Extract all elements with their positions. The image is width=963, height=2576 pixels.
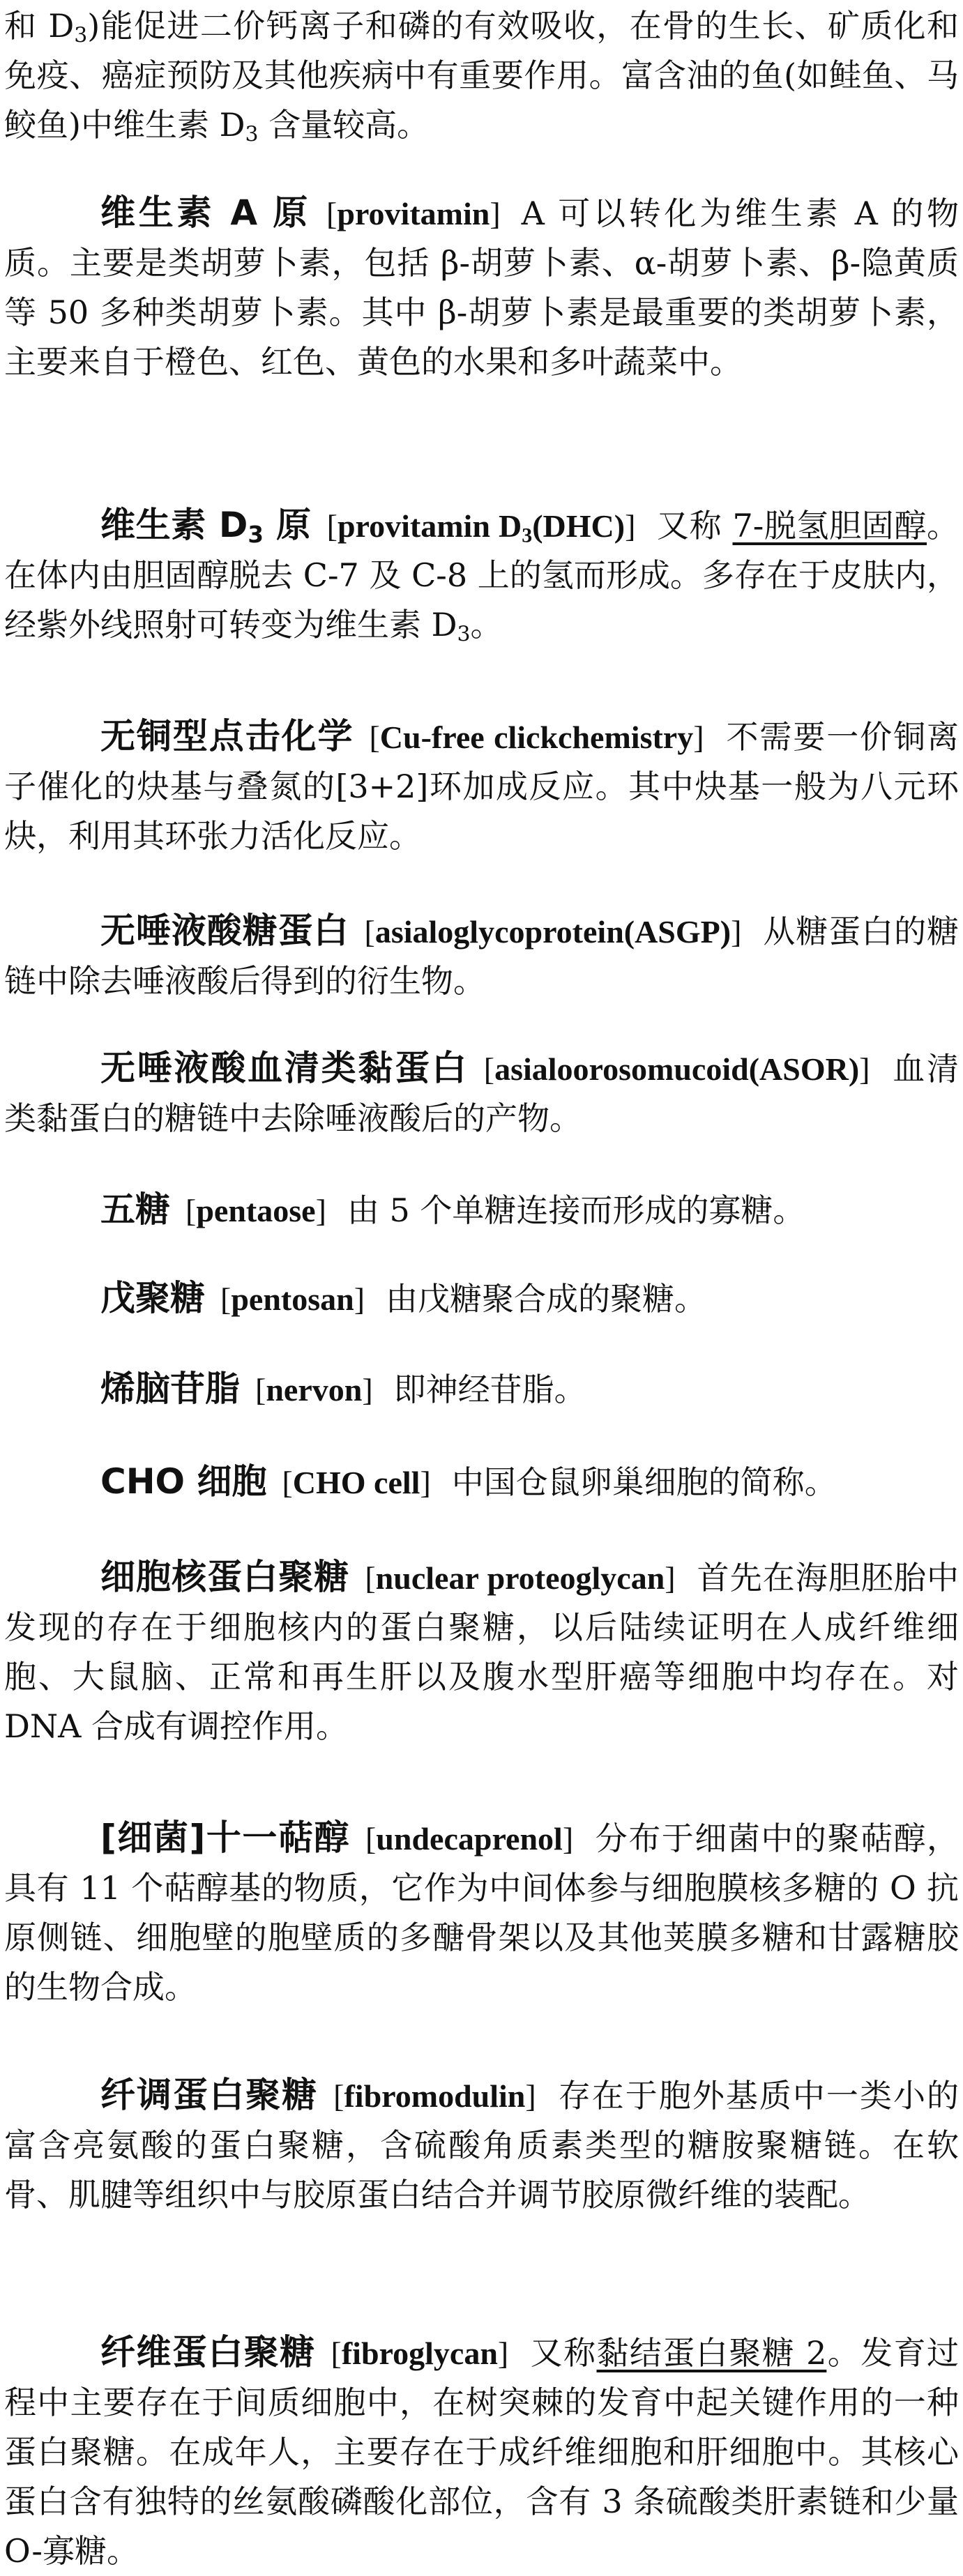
- lead-text-2: )能促进二价钙离子和磷的有效吸收，在骨的生长、矿质化和免疫、癌症预防及其他疾病中有重要作用。富含油的鱼(如鲑鱼、马鲛鱼)中维生素 D: [4, 7, 959, 144]
- entry-term: [细菌]十一萜醇: [100, 1817, 350, 1858]
- entry-english: [ pentaose ]: [185, 1193, 326, 1228]
- entry-definition: 从糖蛋白的糖链中除去唾液酸后得到的衍生物。: [4, 913, 960, 1000]
- entry-english: [ fibroglycan ]: [331, 2335, 509, 2371]
- entry-english: [ nuclear proteoglycan ]: [365, 1560, 675, 1596]
- definition-text-2: 。发育过程中主要存在于间质细胞中，在树突棘的发育中起关键作用的一种蛋白聚糖。在成年人，主要存在于成纤维细胞和肝细胞中。其核心蛋白含有独特的丝氨酸磷酸化部位，含有 3 条硫酸类肝素链和少量 O-寡糖。: [4, 2334, 960, 2570]
- entry-english: [ Cu-free clickchemistry ]: [369, 719, 704, 755]
- english-subscript: 3: [522, 524, 533, 547]
- entry-asialoglycoprotein: [4, 906, 959, 1006]
- entry-definition: 中国仓鼠卵巢细胞的简称。: [451, 1463, 837, 1501]
- lead-text-3: 含量较高。: [258, 106, 430, 144]
- entry-fibroglycan: [4, 2328, 959, 2576]
- lead-text-1: 和 D: [4, 7, 75, 45]
- entry-term: [100, 505, 312, 549]
- definition-text-2: 。在体内由胆固醇脱去 C-7 及 C-8 上的氢而形成。多存在于皮肤内，经紫外线照射可转变为维生素 D: [4, 507, 959, 643]
- entry-definition: 由 5 个单糖连接而形成的寡糖。: [347, 1191, 805, 1229]
- entry-term: 无唾液酸糖蛋白: [100, 910, 349, 951]
- entry-definition: 不需要一价铜离子催化的炔基与叠氮的[3+2]环加成反应。其中炔基一般为八元环炔，利用其环张力活化反应。: [4, 718, 960, 855]
- entry-term: 五糖: [100, 1189, 170, 1230]
- term-text-end: 原: [264, 505, 312, 545]
- entry-undecaprenol: [4, 1813, 959, 2012]
- lead-subscript-2: 3: [245, 122, 259, 147]
- entry-english: [ asialoglycoprotein(ASGP) ]: [365, 914, 742, 950]
- entry-pentosan: [4, 1274, 959, 1324]
- entry-term: 烯脑苷脂: [100, 1369, 240, 1409]
- term-text: 维生素 D: [100, 505, 248, 545]
- entry-term: 细胞核蛋白聚糖: [100, 1557, 350, 1597]
- entry-term: 无铜型点击化学: [100, 716, 354, 756]
- entry-provitamin-d3: [4, 501, 959, 650]
- definition-text: 又称: [529, 2334, 597, 2372]
- cross-reference-link[interactable]: 黏结蛋白聚糖 2: [596, 2334, 827, 2372]
- entry-english: [ pentosan ]: [220, 1281, 365, 1317]
- entry-term: 维生素 A 原: [100, 192, 312, 233]
- entry-definition: 分布于细菌中的聚萜醇，具有 11 个萜醇基的物质，它作为中间体参与细胞膜核多糖的 O 抗原侧链、细胞壁的胞壁质的多醣骨架以及其他荚膜多糖和甘露糖胶的生物合成。: [4, 1820, 959, 2006]
- entry-english: [ CHO cell ]: [282, 1465, 430, 1500]
- entry-term: 无唾液酸血清类黏蛋白: [100, 1048, 469, 1088]
- entry-cu-free-click-chemistry: [4, 712, 959, 861]
- entry-nuclear-proteoglycan: [4, 1553, 959, 1751]
- entry-english: [ nervon ]: [255, 1372, 373, 1408]
- entry-asialoorosomucoid: [4, 1044, 959, 1143]
- entry-definition: 由戊糖聚合成的聚糖。: [386, 1280, 707, 1318]
- entry-english: [ fibromodulin ]: [333, 2078, 536, 2114]
- entry-definition: 血清类黏蛋白的糖链中去除唾液酸后的产物。: [4, 1050, 960, 1137]
- english-text: provitamin D: [337, 508, 522, 544]
- entry-fibromodulin: [4, 2071, 959, 2220]
- term-subscript: 3: [248, 521, 264, 549]
- entry-term: CHO 细胞: [100, 1461, 267, 1502]
- definition-text-end: 。: [470, 606, 503, 643]
- entry-english: [ asialoorosomucoid(ASOR) ]: [484, 1051, 870, 1087]
- entry-term: 纤调蛋白聚糖: [100, 2075, 319, 2115]
- english-text-end: (DHC): [532, 508, 625, 544]
- entry-nervon: [4, 1364, 959, 1415]
- cross-reference-link[interactable]: 7-脱氢胆固醇: [732, 507, 927, 544]
- continued-paragraph: [4, 1, 959, 150]
- entry-term: 纤维蛋白聚糖: [100, 2332, 316, 2372]
- lead-subscript-1: 3: [74, 23, 88, 48]
- entry-definition: 即神经苷脂。: [393, 1371, 586, 1408]
- entry-pentaose: [4, 1185, 959, 1235]
- definition-subscript: 3: [457, 622, 471, 647]
- entry-english: [ provitamin ]: [326, 196, 501, 231]
- entry-definition: A 可以转化为维生素 A 的物质。主要是类胡萝卜素，包括 β-胡萝卜素、α-胡萝卜素、β-隐黄质等 50 多种类胡萝卜素。其中 β-胡萝卜素是最重要的类胡萝卜素，主要来自于橙色、红色、黄色的水果和多叶蔬菜中。: [4, 195, 960, 381]
- entry-english: [327, 508, 636, 547]
- entry-english: [ undecaprenol ]: [365, 1821, 573, 1857]
- definition-text: 又称: [656, 507, 733, 544]
- entry-definition: 存在于胞外基质中一类小的富含亮氨酸的蛋白聚糖，含硫酸角质素类型的糖胺聚糖链。在软骨、肌腱等组织中与胶原蛋白结合并调节胶原微纤维的装配。: [4, 2077, 960, 2213]
- entry-provitamin-a: [4, 188, 959, 387]
- entry-cho-cell: [4, 1457, 959, 1507]
- entry-definition: 首先在海胆胚胎中发现的存在于细胞核内的蛋白聚糖，以后陆续证明在人成纤维细胞、大鼠脑、正常和再生肝以及腹水型肝癌等细胞中均存在。对 DNA 合成有调控作用。: [4, 1559, 959, 1745]
- entry-term: 戊聚糖: [100, 1278, 205, 1318]
